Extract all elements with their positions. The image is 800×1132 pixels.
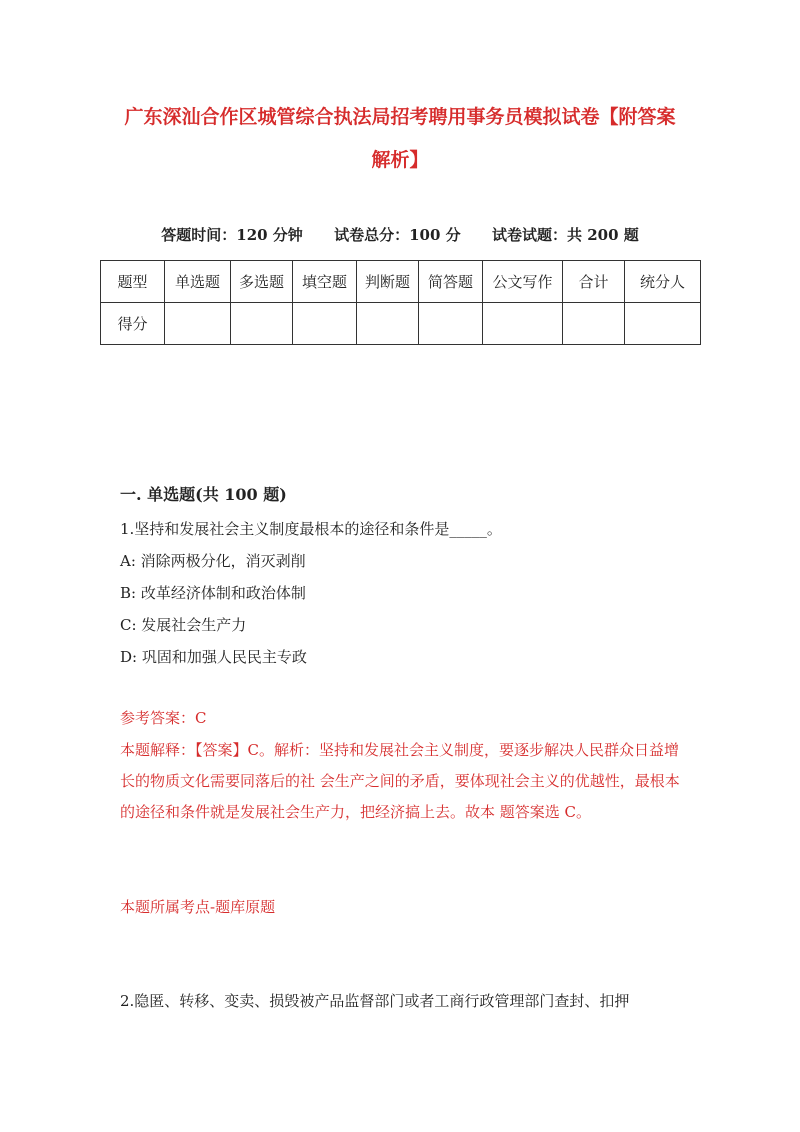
score-table-header-row xyxy=(101,261,701,303)
question-1-explanation: 本题解释：【答案】C。解析：坚持和发展社会主义制度，要逐步解决人民群众日益增长的物质文化需要同落后的社 会生产之间的矛盾，要体现社会主义的优越性，最根本的途径和条件就是发展社会生产力，把经济搞上去。故本 题答案选 C。 xyxy=(120,741,680,821)
exam-title-line1: 广东深汕合作区城管综合执法局招考聘用事务员模拟试卷【附答案 xyxy=(124,106,676,128)
header-cell: 公文写作 xyxy=(483,261,563,303)
header-cell: 判断题 xyxy=(357,261,419,303)
header-cell: 多选题 xyxy=(231,261,293,303)
row-label-cell: 得分 xyxy=(101,303,165,345)
question-1-answer: 参考答案：C xyxy=(120,709,207,727)
score-cell xyxy=(563,303,625,345)
question-1-option-a: A: 消除两极分化，消灭剥削 xyxy=(120,552,306,570)
score-table xyxy=(100,260,701,345)
question-1-stem: 1.坚持和发展社会主义制度最根本的途径和条件是_____。 xyxy=(120,520,502,538)
header-cell: 统分人 xyxy=(625,261,701,303)
score-cell xyxy=(357,303,419,345)
section-title: 一. 单选题(共 100 题) xyxy=(120,485,287,504)
score-table-score-row xyxy=(101,303,701,345)
score-cell xyxy=(483,303,563,345)
question-2-stem: 2.隐匿、转移、变卖、损毁被产品监督部门或者工商行政管理部门查封、扣押 xyxy=(120,992,630,1010)
header-cell: 题型 xyxy=(101,261,165,303)
header-cell: 合计 xyxy=(563,261,625,303)
score-cell xyxy=(165,303,231,345)
question-1-exam-point: 本题所属考点-题库原题 xyxy=(120,898,276,916)
header-cell: 单选题 xyxy=(165,261,231,303)
exam-meta-info: 答题时间：120 分钟 试卷总分：100 分 试卷试题：共 200 题 xyxy=(161,226,639,244)
score-cell xyxy=(293,303,357,345)
exam-title-line2: 解析】 xyxy=(371,149,429,171)
question-1-option-c: C: 发展社会生产力 xyxy=(120,616,247,634)
score-cell xyxy=(419,303,483,345)
score-cell xyxy=(625,303,701,345)
header-cell: 简答题 xyxy=(419,261,483,303)
score-cell xyxy=(231,303,293,345)
question-1-option-b: B: 改革经济体制和政治体制 xyxy=(120,584,306,602)
header-cell: 填空题 xyxy=(293,261,357,303)
question-1-option-d: D: 巩固和加强人民民主专政 xyxy=(120,648,307,666)
